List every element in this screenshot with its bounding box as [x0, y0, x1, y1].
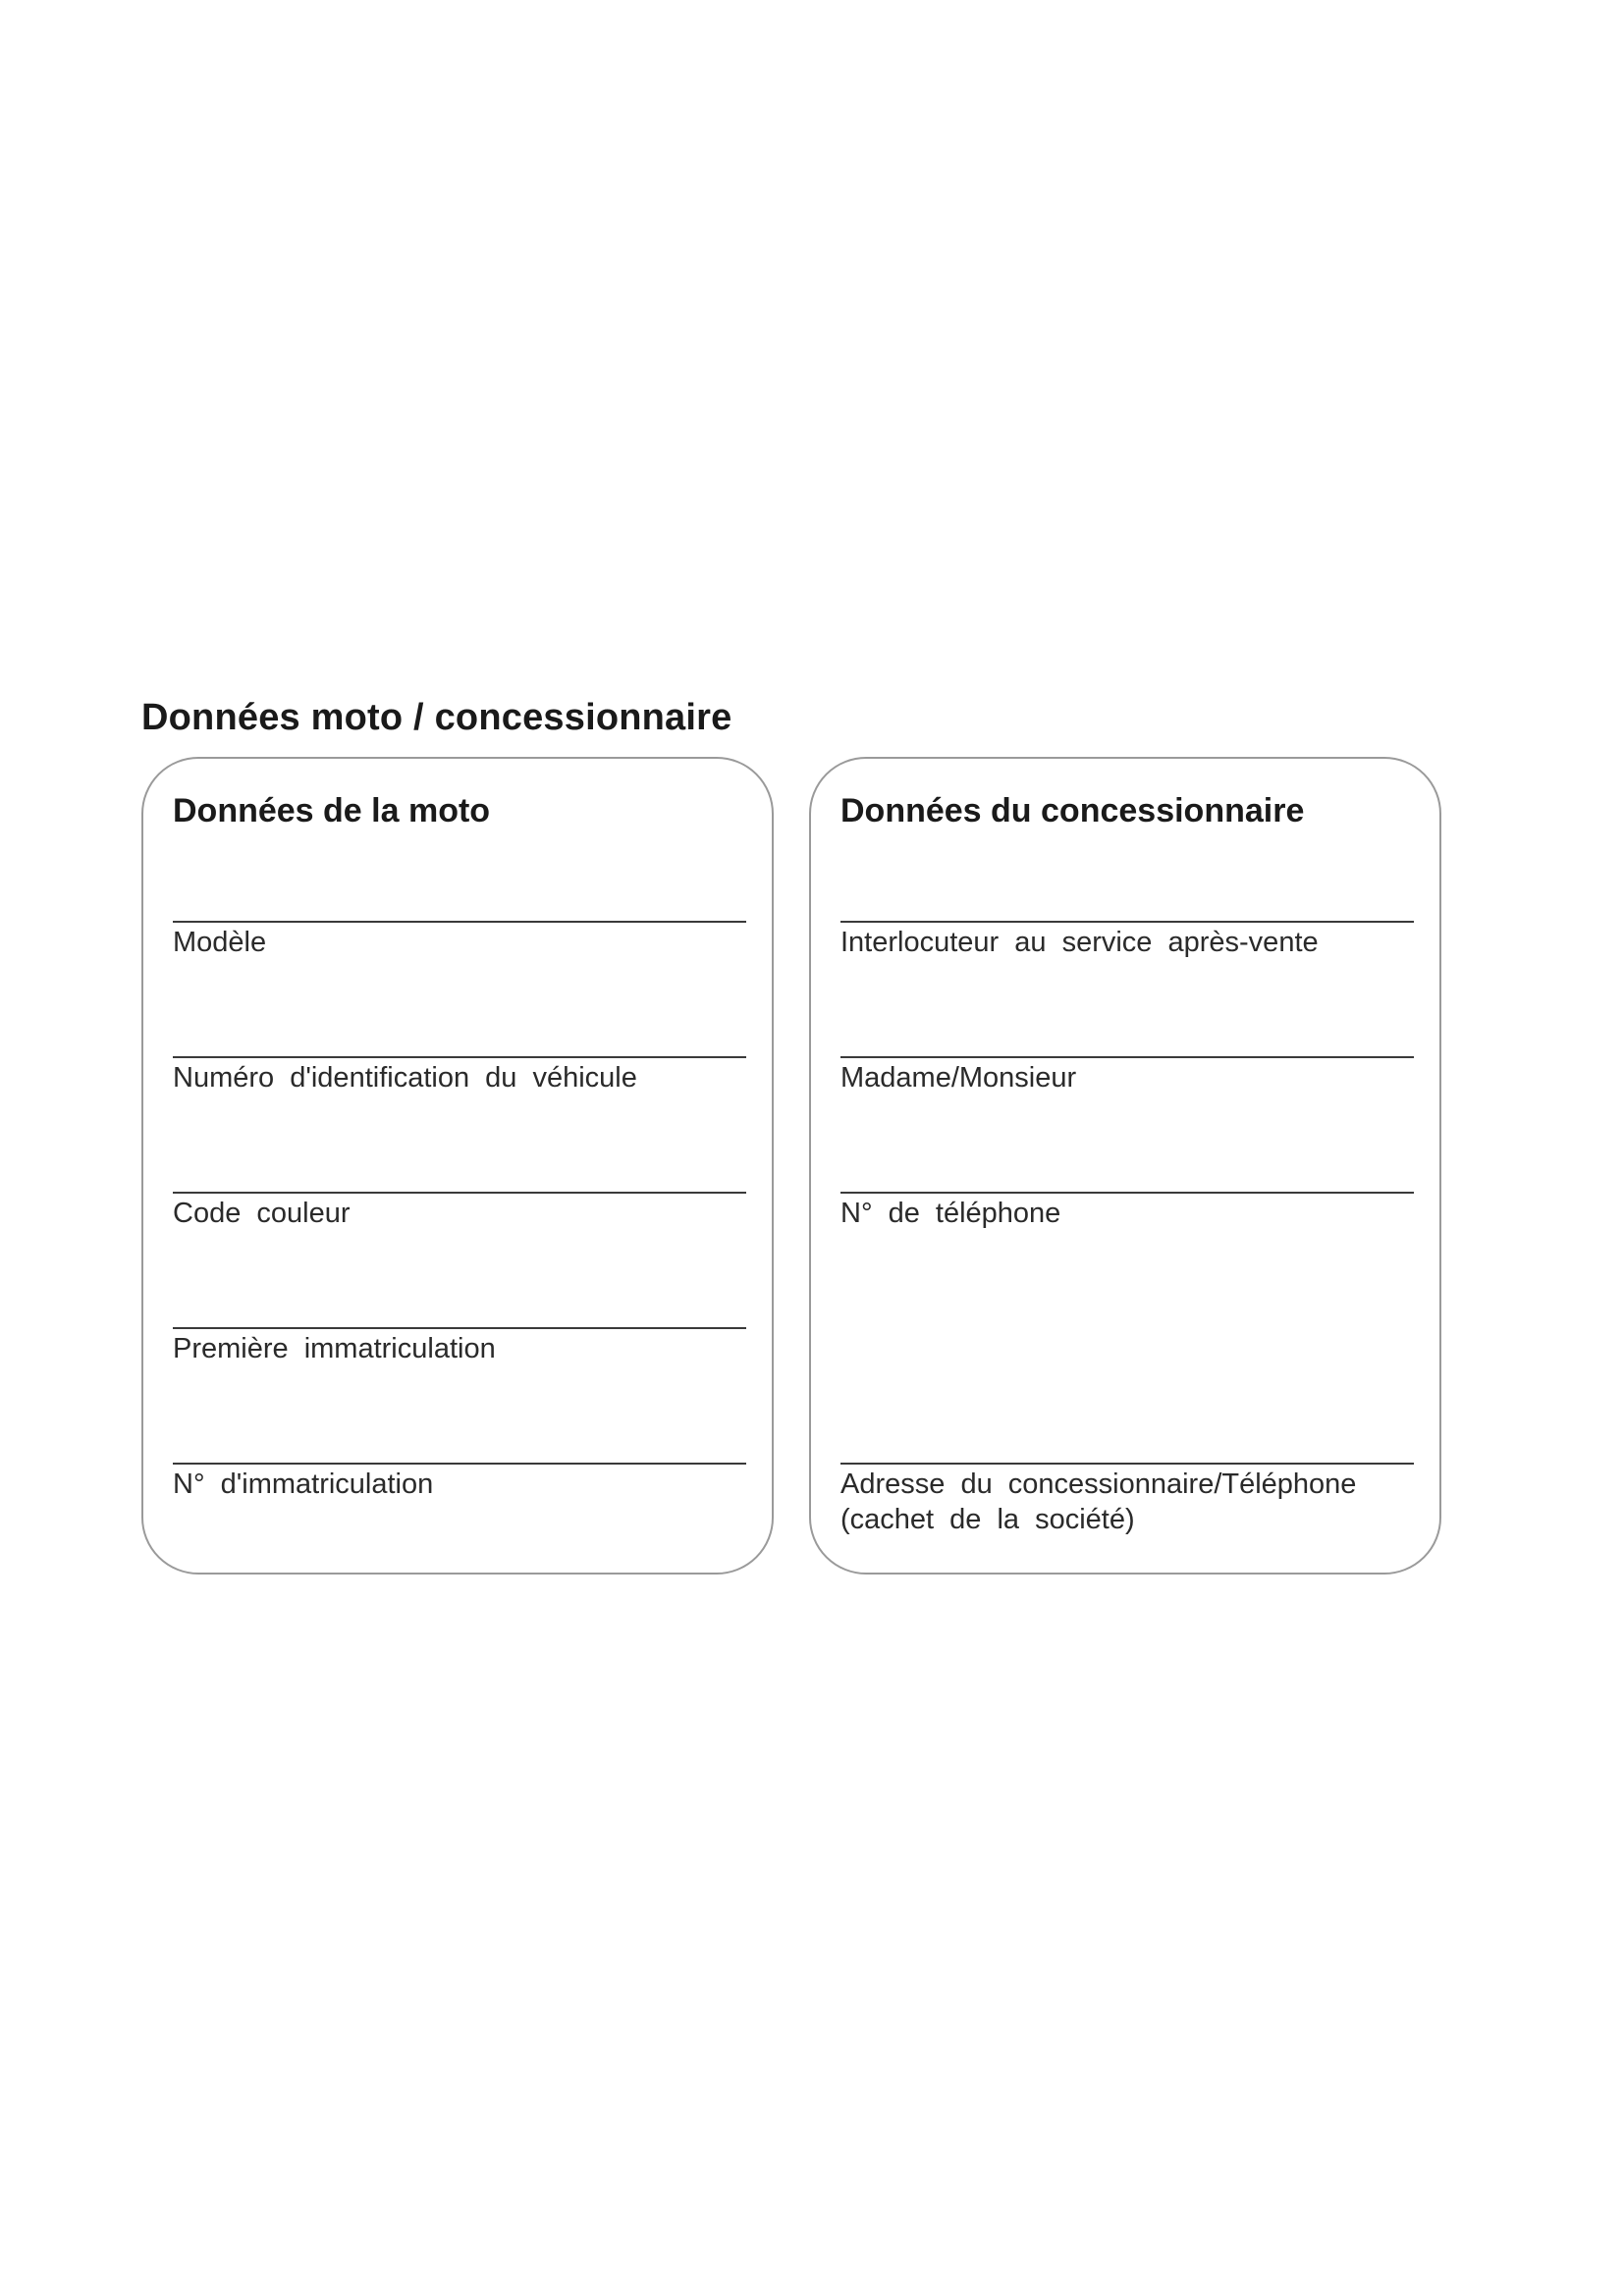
page-title: Données moto / concessionnaire [141, 697, 732, 738]
motorcycle-data-card [141, 757, 774, 1575]
dealer-address-field[interactable] [840, 1463, 1414, 1537]
service-contact-field[interactable] [840, 921, 1414, 960]
salutation-fill-line[interactable] [840, 1056, 1414, 1058]
salutation-label: Madame/Monsieur [840, 1062, 1077, 1094]
phone-label: N° de téléphone [840, 1198, 1061, 1229]
phone-field[interactable] [840, 1192, 1414, 1231]
dealer-address-fill-line[interactable] [840, 1463, 1414, 1465]
phone-fill-line[interactable] [840, 1192, 1414, 1194]
vin-field[interactable] [173, 1056, 746, 1095]
model-fill-line[interactable] [173, 921, 746, 923]
registration-number-fill-line[interactable] [173, 1463, 746, 1465]
color-code-field[interactable] [173, 1192, 746, 1231]
dealer-data-title: Données du concessionnaire [840, 792, 1305, 829]
motorcycle-data-title: Données de la moto [173, 792, 491, 829]
registration-number-field[interactable] [173, 1463, 746, 1502]
first-registration-label: Première immatriculation [173, 1333, 496, 1364]
vin-fill-line[interactable] [173, 1056, 746, 1058]
service-contact-fill-line[interactable] [840, 921, 1414, 923]
dealer-address-label: Adresse du concessionnaire/Téléphone [840, 1468, 1357, 1500]
salutation-field[interactable] [840, 1056, 1414, 1095]
vin-label: Numéro d'identification du véhicule [173, 1062, 637, 1094]
service-contact-label: Interlocuteur au service après-vente [840, 927, 1319, 958]
registration-number-label: N° d'immatriculation [173, 1468, 434, 1500]
color-code-fill-line[interactable] [173, 1192, 746, 1194]
company-stamp-label: (cachet de la société) [840, 1504, 1135, 1535]
first-registration-field[interactable] [173, 1327, 746, 1366]
model-label: Modèle [173, 927, 267, 958]
first-registration-fill-line[interactable] [173, 1327, 746, 1329]
dealer-data-card [809, 757, 1441, 1575]
color-code-label: Code couleur [173, 1198, 351, 1229]
model-field[interactable] [173, 921, 746, 960]
